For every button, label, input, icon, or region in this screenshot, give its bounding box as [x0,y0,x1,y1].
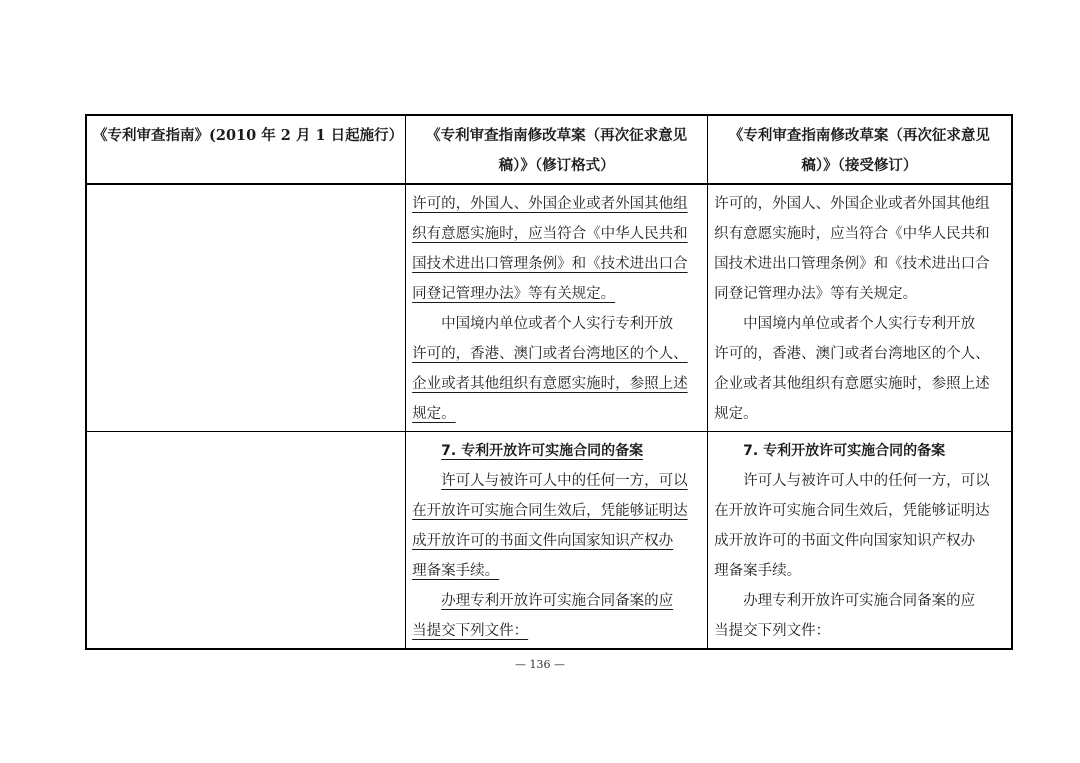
revised-line: 许可的，香港、澳门或者台湾地区的个人、 [412,346,688,362]
section-heading: 7. 专利开放许可实施合同的备案 [441,443,644,459]
accepted-line: 理备案手续。 [714,563,802,579]
accepted-line: 在开放许可实施合同生效后，凭能够证明达 [714,503,990,519]
revised-line: 规定。 [412,406,456,422]
accepted-line: 企业或者其他组织有意愿实施时，参照上述 [714,376,990,392]
revised-line: 在开放许可实施合同生效后，凭能够证明达 [412,503,688,519]
revised-line: 同登记管理办法》等有关规定。 [412,286,616,302]
accepted-line: 许可的，外国人、外国企业或者外国其他组 [714,196,990,212]
revised-text-cell [406,184,708,432]
revised-line: 许可的，外国人、外国企业或者外国其他组 [412,196,688,212]
accepted-line: 当提交下列文件： [714,623,831,639]
revised-line: 许可人与被许可人中的任何一方，可以 [441,473,688,489]
table-row [86,432,1012,650]
revised-text-cell [406,432,708,650]
accepted-line: 织有意愿实施时，应当符合《中华人民共和 [714,226,990,242]
revised-line: 成开放许可的书面文件向国家知识产权办 [412,533,674,549]
revised-line: 理备案手续。 [412,563,500,579]
accepted-line: 同登记管理办法》等有关规定。 [714,286,918,302]
accepted-line: 中国境内单位或者个人实行专利开放 [743,316,976,332]
revised-line: 织有意愿实施时，应当符合《中华人民共和 [412,226,688,242]
accepted-line: 办理专利开放许可实施合同备案的应 [743,593,976,609]
accepted-line: 规定。 [714,406,758,422]
comparison-table [85,114,1013,650]
revised-line: 当提交下列文件： [412,623,529,639]
accepted-line: 成开放许可的书面文件向国家知识产权办 [714,533,976,549]
revised-line: 办理专利开放许可实施合同备案的应 [441,593,674,609]
header-row [86,115,1012,184]
page-number: — 136 — [515,658,565,671]
header-original-guideline: 《专利审查指南》(2010 年 2 月 1 日起施行） [86,115,406,184]
original-text-cell [86,184,406,432]
header-revised-format: 《专利审查指南修改草案（再次征求意见稿）》（修订格式） [406,115,708,184]
header-accepted-revisions: 《专利审查指南修改草案（再次征求意见稿）》（接受修订） [708,115,1012,184]
revised-line: 中国境内单位或者个人实行专利开放 [441,316,674,332]
revised-line: 国技术进出口管理条例》和《技术进出口合 [412,256,688,272]
section-heading: 7. 专利开放许可实施合同的备案 [743,443,946,459]
accepted-line: 许可人与被许可人中的任何一方，可以 [743,473,990,489]
original-text-cell [86,432,406,650]
accepted-text-cell [708,432,1012,650]
accepted-line: 国技术进出口管理条例》和《技术进出口合 [714,256,990,272]
accepted-line: 许可的，香港、澳门或者台湾地区的个人、 [714,346,990,362]
table-row [86,184,1012,432]
revised-line: 企业或者其他组织有意愿实施时，参照上述 [412,376,688,392]
accepted-text-cell [708,184,1012,432]
